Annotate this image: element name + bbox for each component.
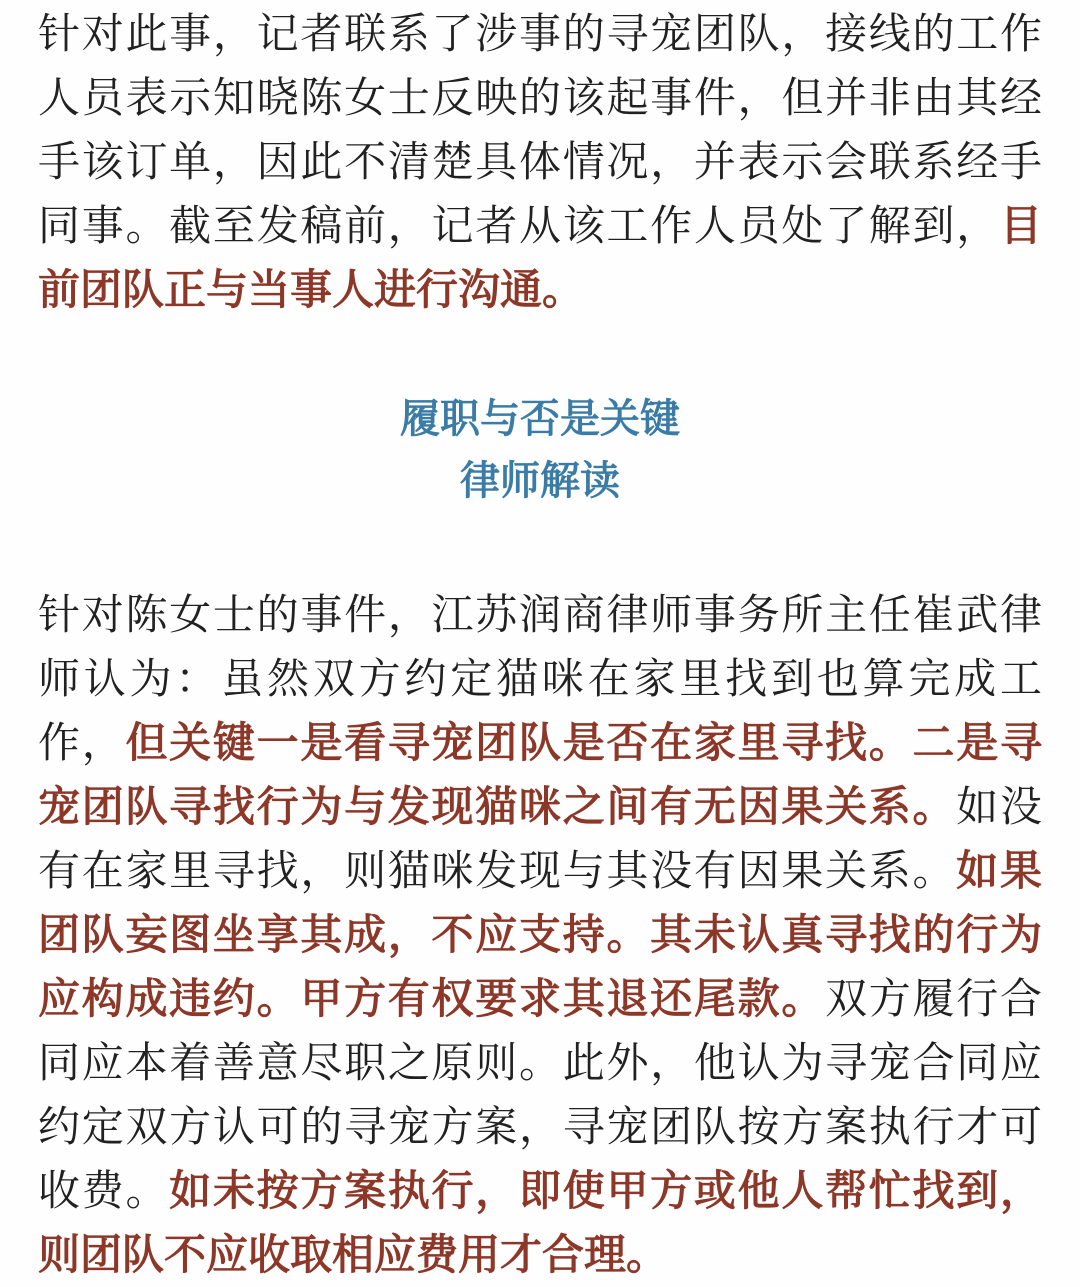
section-heading-line-1: 履职与否是关键 [400,397,680,441]
body-text-segment: 双方履行合同应本着善意尽职之原则。此外，他认为寻宠合同应约定双方认可的寻宠方案，寻宠团队按方案执行才可收费。 [38,975,1042,1214]
body-text-segment: 如没有在家里寻找，则猫咪发现与其没有因果关系。 [38,783,1042,894]
paragraph-reporter-followup [38,2,1042,322]
section-heading-line-2: 律师解读 [460,459,620,503]
body-text-segment: 针对此事，记者联系了涉事的寻宠团队，接线的工作人员表示知晓陈女士反映的该起事件，但并非由其经手该订单，因此不清楚具体情况，并表示会联系经手同事。截至发稿前，记者从该工作人员处了解到， [38,10,1042,249]
highlight-text-segment: 但关键一是看寻宠团队是否在家里寻找。二是寻宠团队寻找行为与发现猫咪之间有无因果关系。 [38,719,1042,830]
highlight-text-segment: 目前团队正与当事人进行沟通。 [38,202,1042,313]
section-heading-block [38,388,1042,512]
paragraph-lawyer-analysis [38,583,1042,1287]
highlight-text-segment: 如未按方案执行，即使甲方或他人帮忙找到，则团队不应收取相应费用才合理。 [38,1167,1042,1278]
highlight-text-segment: 如果团队妄图坐享其成，不应支持。其未认真寻找的行为应构成违约。甲方有权要求其退还尾款。 [38,847,1042,1022]
body-text-segment: 针对陈女士的事件，江苏润商律师事务所主任崔武律师认为：虽然双方约定猫咪在家里找到也算完成工作， [38,591,1042,766]
